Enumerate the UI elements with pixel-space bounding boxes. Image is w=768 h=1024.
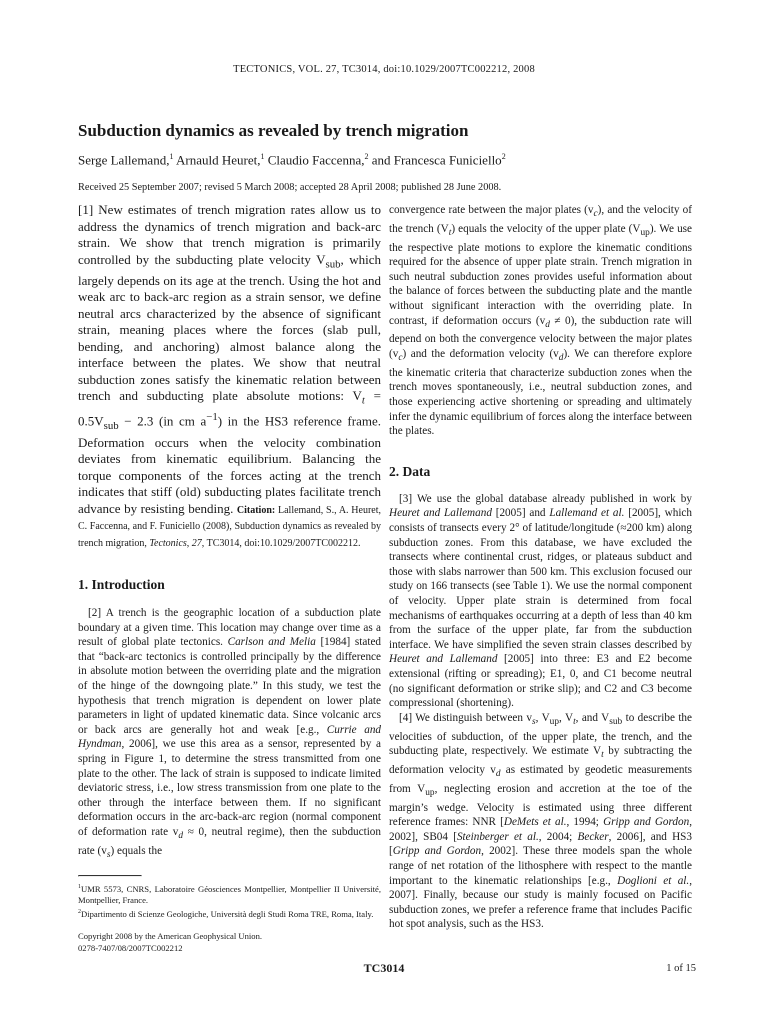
reference-link: Gripp and Gordon [392, 845, 482, 858]
reference-link: Doglioni et al. [617, 874, 690, 887]
reference-link: Gripp and Gordon [603, 816, 690, 829]
section-heading-data: 2. Data [389, 463, 431, 479]
paragraph-number: [1] [78, 202, 94, 217]
reference-link: DeMets et al. [503, 816, 567, 829]
reference-link: Carlson and Melia [227, 636, 316, 649]
paragraph-2: [2] A trench is the geographic location of a subduction plate boundary at a given time. This location may change over time as a result of global plate tectonics. Carlson and Melia [1984] stated that “back-arc tectonics is controlled principally by the difference in absolute motion between the overriding plate and the migration of the hinge of the downgoing plate.” In this study, we test the hypothesis that trench migration is dependent on lower plate parameters in light of updated kinematic data. Since volcanic arcs or back arcs are generally hot and weak [e.g., Currie and Hyndman, 2006], we use this area as a sensor, represented by a spring in Figure 1, to determine the stress transmitted from one plate to the other. The lack of strain is supposed to indicate limited deviatoric stress, i.e., low stress transmission from one plate to the other through the interface between them. If no significant deformation occurs in the arc-back-arc region (normal component of deformation rate $v_d \approx 0$, neutral regime), then the subduction rate $(v_s)$ equals the [78, 607, 382, 861]
paragraph-3: [3] We use the global database already published in work by Heuret and Lallemand [2005] and Lallemand et al. [2005], which consists of transects every 2° of latitude/longitude (≈200 km) along subduction zones. From this database, we have excluded the transects where continental crust, ridges, or plateaus subduct and those with slabs narrower than 500 km. This exclusion focused our study on 166 transects (see Table 1). We use the normal component of velocity. Upper plate strain is determined from focal mechanisms of earthquakes occurring at a depth of less than 40 km from the surface of the upper plate, far from the subduction interface. We have simplified the seven strain classes described by Heuret and Lallemand [2005] into three: E3 and E2 become extensional (rifting or spreading); E1, 0, and C1 become neutral (no significant deformation or strike slip); and C2 and C3 become compressional (shortening). [389, 492, 692, 710]
paragraph-number: [3] [399, 492, 413, 505]
author-name: and Francesca Funiciello [371, 152, 502, 168]
reference-link: Becker [577, 830, 609, 843]
reference-link: Steinberger et al. [456, 830, 539, 843]
author-list [78, 152, 718, 168]
citation: Citation: Lallemand, S., A. Heuret, C. Faccenna, and F. Funiciello (2008), Subduction dynamics as revealed by trench migration, Tectonics, 27, TC3014, doi:10.1029/2007TC002212. [78, 504, 382, 549]
section-heading-introduction: 1. Introduction [78, 577, 165, 593]
abstract: [1] New estimates of trench migration rates allow us to address the dynamics of trench migration and back-arc strain. We show that trench migration is primarily controlled by the subducting plate velocity $V_{sub}$, which largely depends on its age at the trench. Using the hot and weak arc to back-arc region as a strain sensor, we define neutral arcs characterized by the absence of significant strain, meaning places where the forces (slab pull, bending, and anchoring) almost balance along the interface between the plates. We show that neutral subduction zones satisfy the kinematic relation between trench and subducting plate absolute motions: $V_t = 0.5V_{sub} - 2.3$ (in cm $a^{-1}$) in the HS3 reference frame. Deformation occurs when the velocity combination deviates from kinematic equilibrium. Balancing the torque components of the forces acting at the trench indicates that stiff (old) subducting plates facilitate trench advance by resisting bending. Citation: Lallemand, S., A. Heuret, C. Faccenna, and F. Funiciello (2008), Subduction dynamics as revealed by trench migration, Tectonics, 27, TC3014, doi:10.1029/2007TC002212. [78, 202, 382, 549]
affiliation-mark: 1 [260, 152, 265, 161]
article-title: Subduction dynamics as revealed by trench migration [78, 121, 469, 140]
author-name: Arnauld Heuret, [176, 152, 261, 168]
reference-link: Currie and Hyndman [78, 723, 382, 751]
reference-link: Lallemand et al. [549, 507, 625, 520]
article-code: TC3014 [363, 961, 405, 975]
publication-dates: Received 25 September 2007; revised 5 March 2008; accepted 28 April 2008; published 28 June 2008. [78, 182, 502, 193]
paragraph-4: [4] We distinguish between $v_s$, $V_{up}$, $V_t$, and $V_{sub}$ to describe the velocities of subduction, of the upper plate, the trench, and the subducting plate, respectively. We estimate $V_t$ by subtracting the deformation velocity $v_d$ as estimated by geodetic measurements from $V_{up}$, neglecting erosion and accretion at the toe of the margin’s wedge. Velocity is estimated using three different reference frames: NNR [DeMets et al., 1994; Gripp and Gordon, 2002], SB04 [Steinberger et al., 2004; Becker, 2006], and HS3 [Gripp and Gordon, 2002]. These three models span the whole range of net rotation of the lithosphere with respect to the mantle important to the kinematic relationships [e.g., Doglioni et al., 2007]. Finally, because our study is mainly focused on Pacific subduction zones, we prefer a reference frame that includes Pacific hot spot analysis, such as the HS3. [389, 711, 693, 931]
affiliation-mark: 1 [169, 152, 174, 161]
running-head: TECTONICS, VOL. 27, TC3014, doi:10.1029/2007TC002212, 2008 [233, 64, 535, 75]
paragraph-1-continued: convergence rate between the major plates $(v_c)$, and the velocity of the trench $(V_t)$ equals the velocity of the upper plate $(V_{up})$. We use the respective plate motions to explore the kinematic conditions required for the absence of upper plate strain. Trench migration in such neutral subduction zones provides useful information about the balance of forces between the subducting plate and the mantle without significant interaction with the overriding plate. In contrast, if deformation occurs $(v_d \ne 0)$, the subduction rate will depend on both the convergence velocity between the major plates $(v_c)$ and the deformation velocity $(v_d)$. We can therefore explore the kinematic criteria that characterize subduction zones when the trench moves spontaneously, i.e., neutral subduction zones, and those experiencing active shortening or spreading and ultimately infer the dynamic equilibrium of forces along the interface between the plates. [389, 204, 692, 438]
affiliation-mark: 2 [364, 152, 369, 161]
footnote-1: $^1$UMR 5573, CNRS, Laboratoire Géosciences Montpellier, Montpellier II Université, Montpellier, France. [78, 883, 381, 906]
footnote-2: $^2$Dipartimento di Scienze Geologiche, Università degli Studi Roma TRE, Roma, Italy. [78, 908, 374, 919]
right-column [389, 203, 692, 932]
issn-line: 0278-7407/08/2007TC002212 [78, 942, 183, 953]
author-name: Claudio Faccenna, [267, 152, 365, 168]
reference-link: Heuret and Lallemand [389, 507, 492, 520]
affiliation-mark: 2 [501, 152, 506, 161]
paragraph-number: [4] [399, 711, 413, 724]
author-name: Serge Lallemand, [78, 152, 170, 168]
paragraph-number: [2] [88, 607, 102, 620]
left-column [78, 202, 381, 954]
page-number: 1 of 15 [666, 963, 696, 974]
copyright-line: Copyright 2008 by the American Geophysical Union. [78, 931, 263, 942]
reference-link: Heuret and Lallemand [389, 653, 498, 666]
